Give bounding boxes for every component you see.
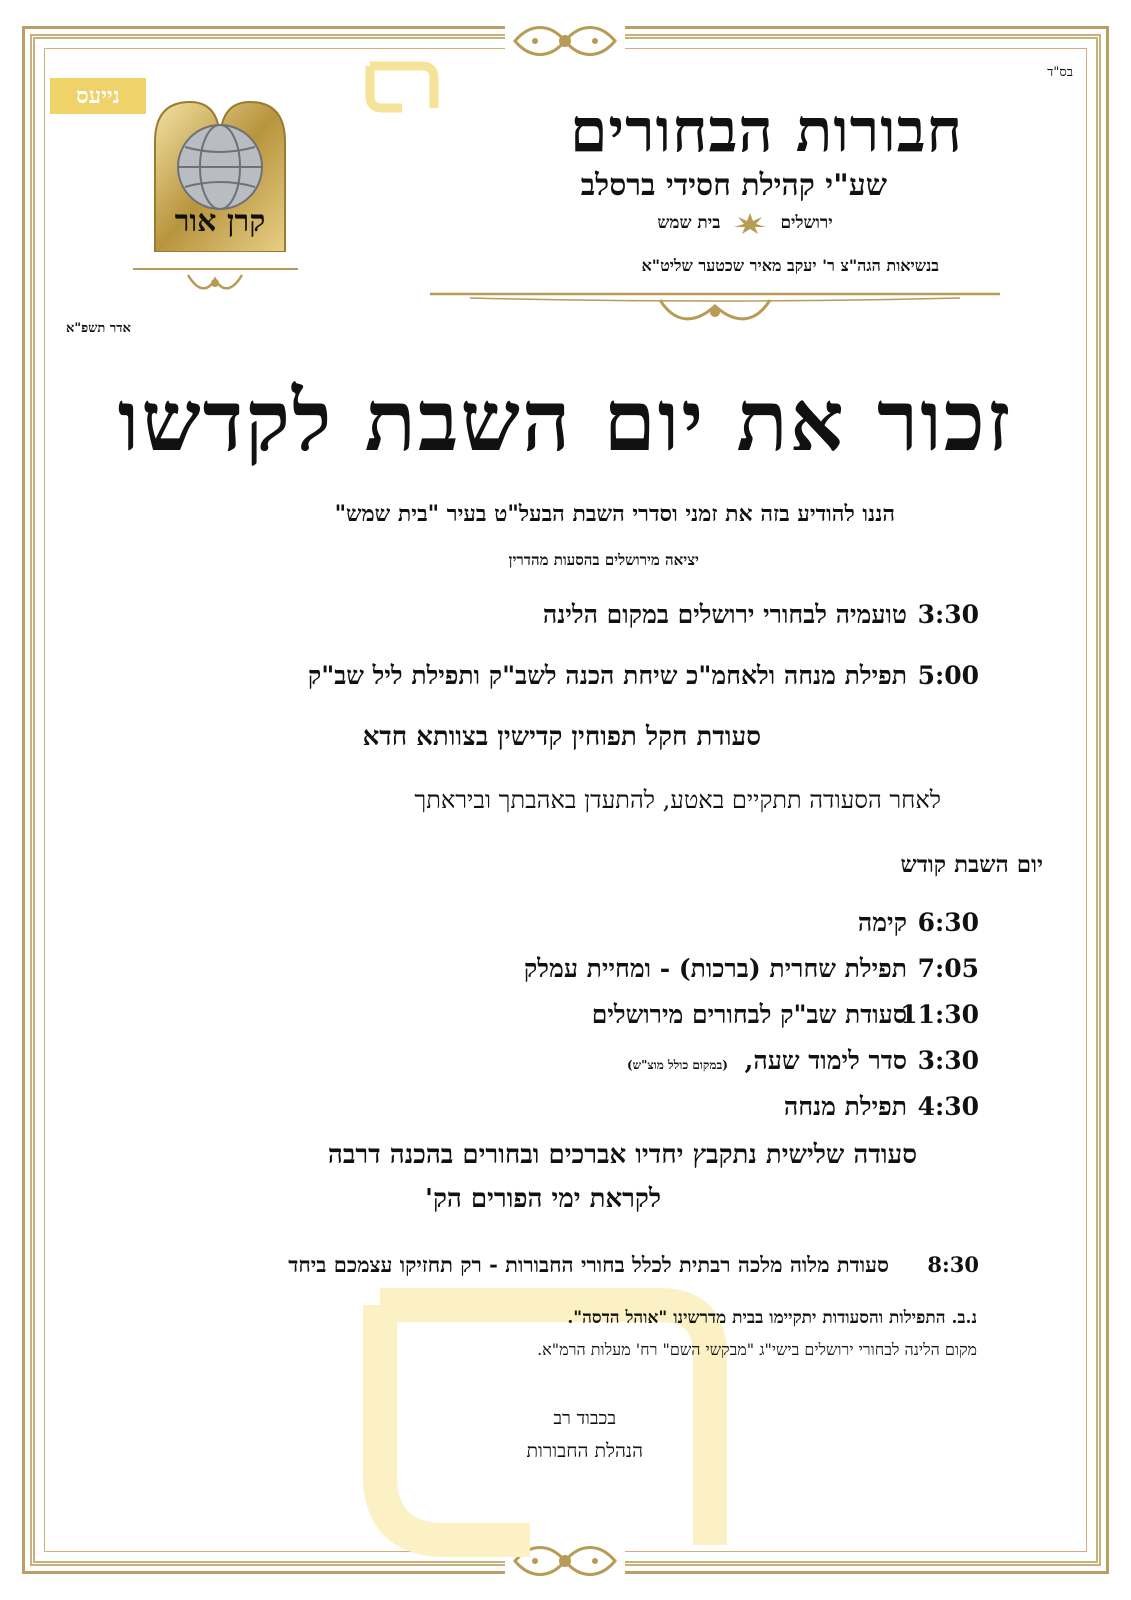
shabbat-row-3: [592, 1000, 979, 1030]
city-line: [600, 208, 890, 238]
watermark-logo-icon: [362, 56, 442, 116]
headline: זכור את יום השבת לקדשו: [117, 371, 1013, 470]
friday-meal-line: סעודת חקל תפוחין קדישין בצוותא חדא: [362, 722, 761, 752]
logo-text: קרן אור: [174, 204, 266, 239]
shabbat-label-1: קימה: [857, 908, 907, 937]
top-ornament-icon: [505, 18, 625, 64]
page-title: חבורות הבחורים: [569, 96, 963, 166]
date-line: אדר תשפ"א: [66, 321, 131, 336]
travel-line: יציאה מירושלים בהסעות מהדרין: [508, 551, 699, 569]
header-divider-ornament-icon: [430, 282, 1000, 326]
logo: [145, 92, 295, 252]
shabbat-time-2: 7:05: [917, 954, 979, 983]
shabbat-heading: יום השבת קודש: [900, 851, 1043, 878]
shabbat-row-2: [524, 954, 979, 984]
melave-label: סעודת מלוה מלכה רבתית לכלל בחורי החבורות - רק תחזיקו עצמכם ביחד: [288, 1252, 889, 1277]
news-badge: [50, 78, 146, 114]
shabbat-time-4: 3:30: [917, 1046, 979, 1075]
seuda-line-1: סעודה שלישית נתקבץ יחדיו אברכים ובחורים בהכנה דרבה: [327, 1140, 917, 1170]
shabbat-label-3: סעודת שב"ק לבחורים מירושלים: [591, 1000, 907, 1029]
shabbat-time-1: 6:30: [917, 908, 979, 937]
shabbat-row-5: [784, 1092, 979, 1122]
closing-line-2: הנהלת החבורות: [526, 1440, 643, 1462]
seuda-line-2: לקראת ימי הפורים הק': [425, 1184, 661, 1214]
star-divider-icon: [730, 211, 770, 235]
shabbat-label-4: סדר לימוד שעה,: [744, 1046, 907, 1075]
shabbat-label-2: תפילת שחרית (ברכות) - ומחיית עמלק: [523, 954, 907, 983]
friday-row-2: [308, 661, 979, 691]
intro-line: הננו להודיע בזה את זמני וסדרי השבת הבעל"ט בעיר "בית שמש": [334, 501, 895, 527]
melave-row: [288, 1252, 979, 1278]
melave-time: 8:30: [927, 1252, 979, 1277]
city-beit-shemesh: בית שמש: [657, 213, 721, 233]
note-line-1: נ.ב. התפילות והסעודות יתקיימו בבית מדרשינו "אוהל הדסה".: [567, 1308, 977, 1328]
friday-label-2: תפילת מנחה ולאחמ"כ שיחת הכנה לשב"ק ותפילת ליל שב"ק: [307, 661, 907, 690]
shabbat-row-1: [858, 908, 979, 938]
news-badge-text: נייעס: [76, 83, 120, 109]
shabbat-label-5: תפילת מנחה: [783, 1092, 907, 1121]
subtitle: שע"י קהילת חסידי ברסלב: [580, 168, 887, 203]
patron-line: בנשיאות הגה"צ ר' יעקב מאיר שכטער שליט"א: [641, 256, 939, 275]
closing-line-1: בכבוד רב: [553, 1408, 616, 1429]
friday-row-1: [543, 600, 979, 630]
bsd-mark: בס"ד: [1047, 65, 1073, 80]
friday-after-line: לאחר הסעודה תתקיים באטע, להתעדן באהבתך וביראתך: [414, 786, 941, 814]
shabbat-time-3: 11:30: [900, 1000, 979, 1029]
shabbat-note-4: (במקום כולל מוצ"ש): [626, 1058, 728, 1072]
logo-underline-ornament-icon: [128, 257, 303, 297]
shabbat-row-4: [627, 1046, 979, 1076]
friday-label-1: טועמיה לבחורי ירושלים במקום הלינה: [542, 600, 907, 629]
shabbat-time-5: 4:30: [917, 1092, 979, 1121]
note-line-2: מקום הלינה לבחורי ירושלים בישי"ג "מבקשי השם" רח' מעלות הרמ"א.: [537, 1340, 977, 1359]
friday-time-2: 5:00: [917, 661, 979, 690]
friday-time-1: 3:30: [917, 600, 979, 629]
city-jerusalem: ירושלים: [780, 213, 833, 233]
